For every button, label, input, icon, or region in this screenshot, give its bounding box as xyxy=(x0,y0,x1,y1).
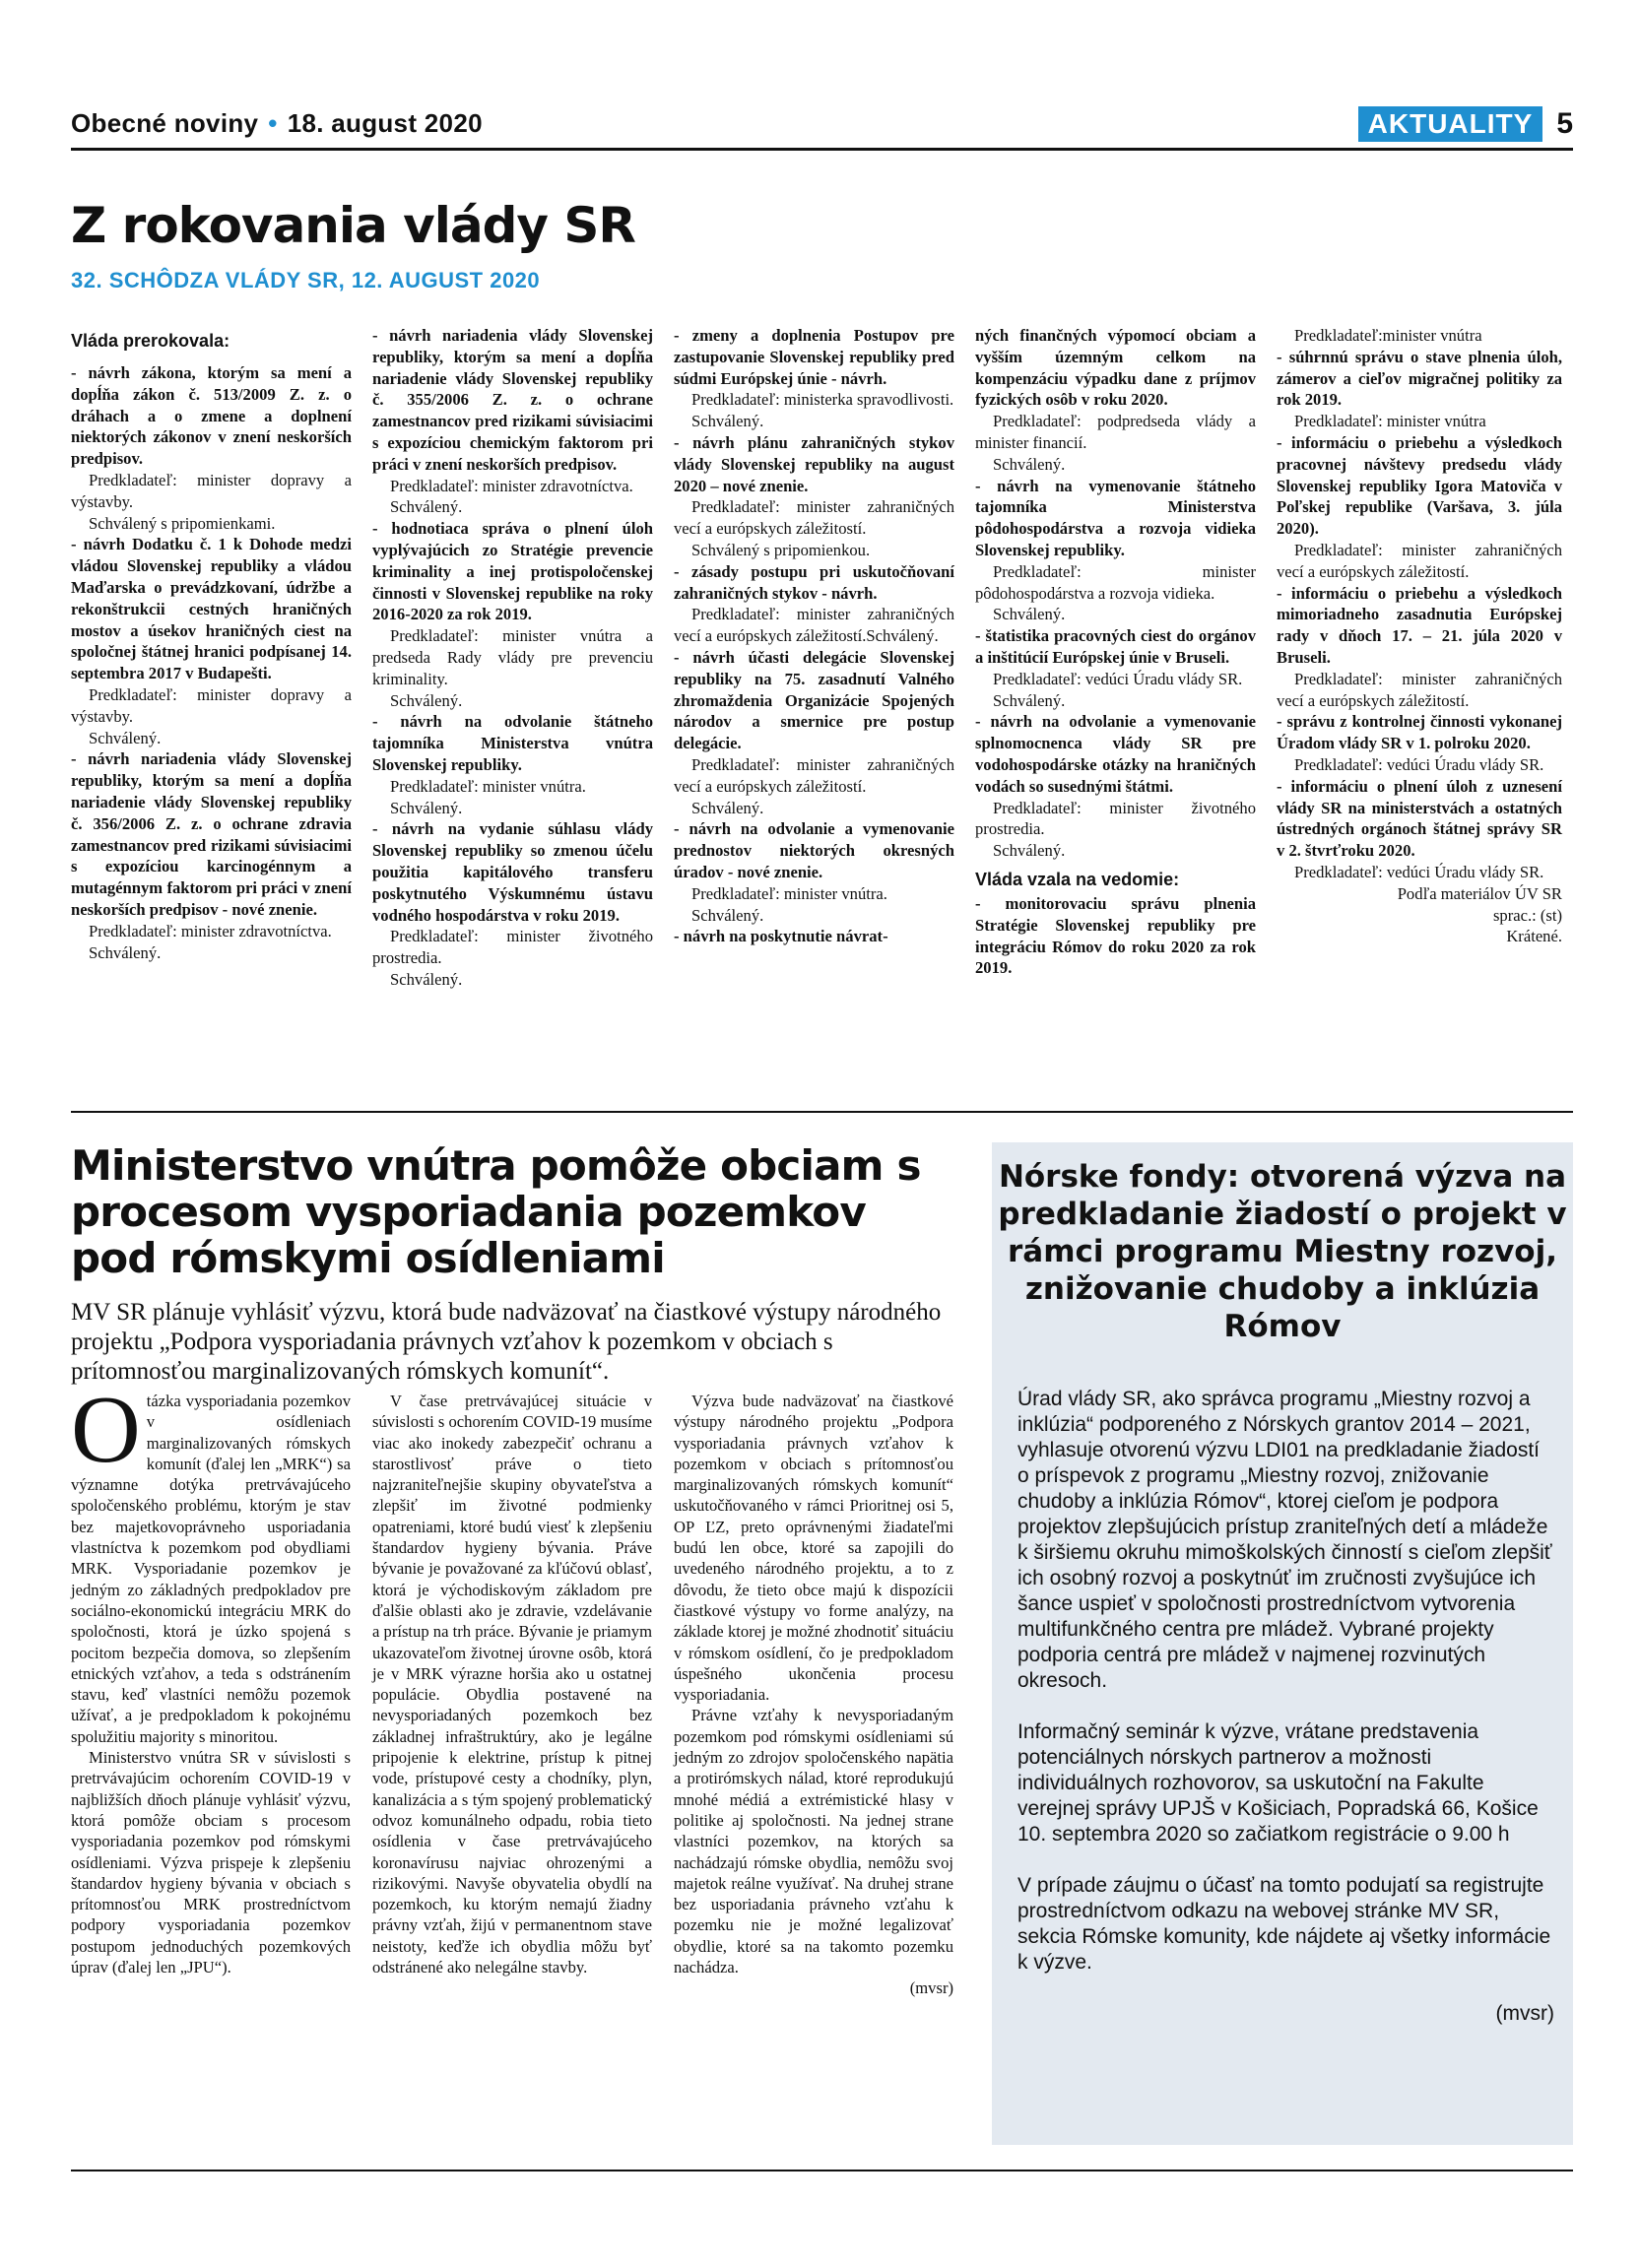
agenda-item: - návrh nariadenia vlády Slovenskej republiky, ktorým sa mení a dopĺňa nariadenie vlády Slovenskej republiky č. 356/2006 Z. z. o ochrane zdravia zamestnancov pred rizikami súvisiacimi s expozíciou karcinogénnym a mutagénnym faktorom pri práci v znení neskorších predpisov - nové znenie. xyxy=(71,749,352,919)
agenda-item: - návrh účasti delegácie Slovenskej republiky na 75. zasadnutí Valného zhromaždenia Organizácie Spojených národov a smernice pre postup delegácie. xyxy=(674,647,954,753)
status: Schválený. xyxy=(390,690,463,710)
article2-column-1 xyxy=(71,1377,351,1977)
article2-title: Ministerstvo vnútra pomôže obciam s procesom vysporiadania pozemkov pod rómskymi osídleniami xyxy=(71,1141,921,1282)
agenda-item: - informáciu o priebehu a výsledkoch pracovnej návštevy predsedu vlády Slovenskej republiky Igora Matoviča v Poľskej republike (Varšava, 3. júla 2020). xyxy=(1277,432,1562,539)
agenda-item: - návrh na vymenovanie štátneho tajomníka Ministerstva pôdohospodárstva a rozvoja vidieka Slovenskej republiky. xyxy=(975,476,1256,559)
abridged-note: Krátené. xyxy=(1506,927,1562,946)
submitter: Predkladateľ: minister zahraničných vecí a európskych záležitostí. xyxy=(1277,540,1562,581)
header-rule xyxy=(71,148,1573,151)
article2-column-2 xyxy=(372,1391,652,1977)
submitter: Predkladateľ: minister vnútra. xyxy=(691,883,887,903)
submitter: Predkladateľ: podpredseda vlády a minister financií. xyxy=(975,412,1256,452)
submitter: Predkladateľ: minister dopravy a výstavby. xyxy=(71,470,352,511)
body-paragraph: V čase pretrvávajúcej situácie v súvislosti s ochorením COVID-19 musíme viac ako inokedy zabezpečiť ochranu a starostlivosť práve o tieto najzraniteľnejšie skupiny obyvateľstva a zlepšiť im životné podmienky opatreniami, ktoré budú viesť k zlepšeniu štandardov hygieny bývania. Práve bývanie je považované za kľúčovú oblasť, ktorá je východiskovým základom pre ďalšie oblasti ako je zdravie, vzdelávanie a prístup na trh práce. Bývanie je priamym ukazovateľom životnej úrovne osôb, ktorá je v MRK výrazne horšia ako u ostatnej populácie. Obydlia postavené na nevysporiadaných pozemkoch bez základnej infraštruktúry, ako je legálne pripojenie k elektrine, prístup k pitnej vode, prístupové cesty a chodníky, plyn, kanalizácia a s tým spojený problematický odvoz komunálneho odpadu, robia tieto osídlenia v čase pretrvávajúceho koronavírusu najviac ohrozenými a rizikovými. Navyše obyvatelia obydlí na pozemkoch, ku ktorým nemajú žiadny právny vzťah, žijú v permanentnom stave neistoty, keďže ich obydlia môžu byť odstránené ako nelegálne stavby. xyxy=(372,1392,652,1977)
sidebar-box xyxy=(992,1142,1573,2145)
submitter: Predkladateľ: minister životného prostredia. xyxy=(975,798,1256,839)
status: Schválený. xyxy=(390,497,463,517)
status: Schválený s pripomienkou. xyxy=(691,540,871,559)
article1-column-2 xyxy=(372,325,653,991)
section-heading: Vláda prerokovala: xyxy=(71,331,230,351)
agenda-item: - zásady postupu pri uskutočňovaní zahraničných stykov - návrh. xyxy=(674,561,954,603)
issue-date: 18. august 2020 xyxy=(287,108,483,138)
agenda-item: ných finančných výpomocí obciam a vyšším územným celkom na kompenzáciu výpadku dane z príjmov fyzických osôb v roku 2020. xyxy=(975,326,1256,410)
status: Schválený. xyxy=(993,690,1066,710)
agenda-item: - návrh na odvolanie a vymenovanie prednostov niektorých okresných úradov - nové znenie. xyxy=(674,819,954,881)
agenda-item: - návrh na vydanie súhlasu vlády Slovenskej republiky so zmenou účelu použitia kapitálového transferu poskytnutého Výskumnému ústavu vodného hospodárstva v roku 2019. xyxy=(372,819,653,925)
status: Schválený. xyxy=(691,798,764,817)
agenda-item: - správu z kontrolnej činnosti vykonanej Úradom vlády SR v 1. polroku 2020. xyxy=(1277,712,1562,753)
submitter: Predkladateľ: ministerka spravodlivosti. xyxy=(691,390,954,410)
sidebar-paragraph: Informačný seminár k výzve, vrátane predstavenia potenciálnych nórskych partnerov a možnosti individuálnych rozhovorov, sa uskutoční na Fakulte verejnej správy UPJŠ v Košiciach, Popradská 66, Košice 10. septembra 2020 so začiatkom registrácie o 9.00 h xyxy=(1017,1720,1539,1846)
article1-column-1 xyxy=(71,325,352,963)
submitter: Predkladateľ: minister zahraničných vecí a európskych záležitostí.Schválený. xyxy=(674,605,954,646)
submitter: Predkladateľ: minister vnútra. xyxy=(390,776,586,796)
article1-title: Z rokovania vlády SR xyxy=(71,197,635,254)
submitter: Predkladateľ: minister vnútra a predseda Rady vlády pre prevenciu kriminality. xyxy=(372,626,653,688)
agenda-item: - návrh na odvolanie štátneho tajomníka Ministerstva vnútra Slovenskej republiky. xyxy=(372,712,653,774)
editor-credit: sprac.: (st) xyxy=(1492,905,1562,925)
article-divider xyxy=(71,1111,1573,1113)
section-tag xyxy=(1358,104,1573,144)
status: Schválený s pripomienkami. xyxy=(89,513,276,533)
article2-column-3 xyxy=(674,1391,953,1999)
submitter: Predkladateľ: minister zahraničných vecí a európskych záležitostí. xyxy=(1277,669,1562,710)
submitter: Predkladateľ: minister dopravy a výstavby. xyxy=(71,684,352,726)
body-paragraph: Ministerstvo vnútra SR v súvislosti s pretrvávajúcim ochorením COVID-19 v najbližších dňoch plánuje vyhlásiť výzvu, ktorá pomôže obciam s procesom vysporiadania pozemkov pod rómskymi osídleniami. Výzva prispeje k zlepšeniu štandardov hygieny bývania v obciach s prítomnosťou MRK prostredníctvom podpory vysporiadania pozemkov postupom jednoduchých pozemkových úprav (ďalej len „JPU“). xyxy=(71,1748,351,1977)
submitter: Predkladateľ: minister životného prostredia. xyxy=(372,927,653,968)
article1-column-5 xyxy=(1277,325,1562,947)
submitter: Predkladateľ: vedúci Úradu vlády SR. xyxy=(1294,862,1544,881)
body-paragraph: tázka vysporiadania pozemkov v osídleniach marginalizovaných rómskych komunít (ďalej len „MRK“) sa významne dotýka pretrvávajúceho spoločenského problému, ktorým je stav bez majetkovoprávneho usporiadania vlastníctva k pozemkom pod obydliami MRK. Vysporiadanie pozemkov je jedným zo základných predpokladov pre sociálno-ekonomickú integráciu MRK do spoločnosti, ktorá je úzko spojená s pocitom bezpečia domova, so zlepšením etnických vzťahov, a teda s odstránením stavu, keď vlastníci nemôžu pozemok užívať, a je predpokladom k pokojnému spolužitiu majority s minoritou. xyxy=(71,1392,351,1746)
agenda-item: - informáciu o priebehu a výsledkoch mimoriadneho zasadnutia Európskej rady v dňoch 17. – 21. júla 2020 v Bruseli. xyxy=(1277,583,1562,667)
sidebar-title: Nórske fondy: otvorená výzva na predkladanie žiadostí o projekt v rámci programu Miestny rozvoj, znižovanie chudoby a inklúzia Rómov xyxy=(998,1159,1567,1344)
section-heading: Vláda vzala na vedomie: xyxy=(975,869,1180,889)
status: Schválený. xyxy=(390,969,463,989)
submitter: Predkladateľ: minister zahraničných vecí a európskych záležitostí. xyxy=(674,754,954,796)
article1-column-3 xyxy=(674,325,954,947)
sidebar-paragraph: V prípade záujmu o účasť na tomto podujatí sa registrujte prostredníctvom odkazu na webovej stránke MV SR, sekcia Rómske komunity, kde nájdete aj všetky informácie k výzve. xyxy=(1017,1874,1551,1974)
submitter: Predkladateľ: minister pôdohospodárstva a rozvoja vidieka. xyxy=(975,561,1256,603)
status: Schválený. xyxy=(89,942,162,962)
status: Schválený. xyxy=(390,798,463,817)
submitter: Predkladateľ: vedúci Úradu vlády SR. xyxy=(993,669,1243,688)
body-paragraph: Právne vzťahy k nevysporiadaným pozemkom pod rómskymi osídleniami sú jedným zo zdrojov spoločenského napätia a protirómskych nálad, ktoré reprodukujú mnohé médiá a extrémistické hlasy v politike aj spoločnosti. Na jednej strane vlastníci pozemkov, na ktorých sa nachádzajú rómske obydlia, nemôžu svoj majetok reálne využívať. Na druhej strane bez usporiadania právneho vzťahu k pozemku nie je možné legalizovať obydlie, ktoré sa na takomto pozemku nachádza. xyxy=(674,1706,953,1977)
submitter: Predkladateľ: minister vnútra xyxy=(1294,412,1486,431)
source-credit: Podľa materiálov ÚV SR xyxy=(1397,883,1562,903)
submitter: Predkladateľ:minister vnútra xyxy=(1294,326,1482,345)
author-signature: (mvsr) xyxy=(909,1978,953,1998)
submitter: Predkladateľ: minister zdravotníctva. xyxy=(89,921,332,940)
sidebar-body xyxy=(1017,1387,1554,2052)
status: Schválený. xyxy=(89,728,162,747)
agenda-item: - návrh Dodatku č. 1 k Dohode medzi vládou Slovenskej republiky a vládou Maďarska o prevádzkovaní, údržbe a rekonštrukcii cestných hraničných mostov a úsekov hraničných ciest na spoločnej štátnej hranici podpísanej 14. septembra 2017 v Budapešti. xyxy=(71,535,352,683)
article1-column-4 xyxy=(975,325,1256,979)
agenda-item: - súhrnnú správu o stave plnenia úloh, zámerov a cieľov migračnej politiky za rok 2019. xyxy=(1277,347,1562,410)
agenda-item: - návrh na poskytnutie návrat- xyxy=(674,927,888,946)
footer-rule xyxy=(71,2170,1573,2171)
submitter: Predkladateľ: minister zahraničných vecí a európskych záležitostí. xyxy=(674,497,954,539)
masthead xyxy=(71,108,483,139)
agenda-item: - štatistika pracovných ciest do orgánov a inštitúcií Európskej únie v Bruseli. xyxy=(975,626,1256,667)
agenda-item: - návrh plánu zahraničných stykov vlády Slovenskej republiky na august 2020 – nové znenie. xyxy=(674,432,954,495)
page-number: 5 xyxy=(1556,107,1573,140)
drop-cap: O xyxy=(71,1377,141,1483)
sidebar-paragraph: Úrad vlády SR, ako správca programu „Miestny rozvoj a inklúzia“ podporeného z Nórskych grantov 2014 – 2021, vyhlasuje otvorenú výzvu LDI01 na predkladanie žiadostí o príspevok z programu „Miestny rozvoj, znižovanie chudoby a inklúzia Rómov“, ktorej cieľom je podpora projektov zlepšujúcich prístup zraniteľných detí a mládeže k širšiemu okruhu mimoškolských činností s cieľom zlepšiť ich osobný rozvoj a poskytnúť im zručnosti zvyšujúce ich šance uspieť v spoločnosti prostredníctvom vytvorenia multifunkčného centra pre mládež. Vybrané projekty podporia centrá pre mládež v najmenej rozvinutých okresoch. xyxy=(1017,1388,1552,1692)
status: Schválený. xyxy=(691,412,764,431)
status: Schválený. xyxy=(993,454,1066,474)
agenda-item: - monitorovaciu správu plnenia Stratégie Slovenskej republiky pre integráciu Rómov do roku 2020 za rok 2019. xyxy=(975,893,1256,978)
agenda-item: - návrh nariadenia vlády Slovenskej republiky, ktorým sa mení a dopĺňa nariadenie vlády Slovenskej republiky č. 355/2006 Z. z. o ochrane zamestnancov pred rizikami súvisiacimi s expozíciou chemickým faktorom pri práci v znení neskorších predpisov. xyxy=(372,326,653,474)
paper-name: Obecné noviny xyxy=(71,108,259,138)
status: Schválený. xyxy=(691,905,764,925)
article1-subtitle: 32. SCHÔDZA VLÁDY SR, 12. AUGUST 2020 xyxy=(71,268,541,292)
section-label: AKTUALITY xyxy=(1358,106,1543,142)
submitter: Predkladateľ: minister zdravotníctva. xyxy=(390,476,633,495)
sidebar-signature: (mvsr) xyxy=(1495,2002,1554,2025)
agenda-item: - zmeny a doplnenia Postupov pre zastupovanie Slovenskej republiky pred súdmi Európskej únie - návrh. xyxy=(674,326,954,388)
agenda-item: - návrh na odvolanie a vymenovanie splnomocnenca vlády SR pre vodohospodárske otázky na hraničných vodách so susednými štátmi. xyxy=(975,712,1256,796)
status: Schválený. xyxy=(993,841,1066,861)
status: Schválený. xyxy=(993,605,1066,624)
agenda-item: - informáciu o plnení úloh z uznesení vlády SR na ministerstvách a ostatných ústredných orgánoch štátnej správy SR v 2. štvrťroku 2020. xyxy=(1277,776,1562,861)
submitter: Predkladateľ: vedúci Úradu vlády SR. xyxy=(1294,754,1544,774)
agenda-item: - návrh zákona, ktorým sa mení a dopĺňa zákon č. 513/2009 Z. z. o dráhach a o zmene a doplnení niektorých zákonov v znení neskorších predpisov. xyxy=(71,363,352,469)
separator-dot: • xyxy=(268,108,278,138)
agenda-item: - hodnotiaca správa o plnení úloh vyplývajúcich zo Stratégie prevencie kriminality a inej protispoločenskej činnosti v Slovenskej republike na roky 2016-2020 za rok 2019. xyxy=(372,519,653,624)
article2-lead: MV SR plánuje vyhlásiť výzvu, ktorá bude nadväzovať na čiastkové výstupy národného projektu „Podpora vysporiadania právnych vzťahov k pozemkom v obciach s prítomnosťou marginalizovaných rómskych komunít“. xyxy=(71,1299,942,1385)
page-header xyxy=(71,106,1573,150)
body-paragraph: Výzva bude nadväzovať na čiastkové výstupy národného projektu „Podpora vysporiadania právnych vzťahov k pozemkom v obciach s prítomnosťou marginalizovaných rómskych komunít“ uskutočňovaného v rámci Prioritnej osi 5, OP ĽZ, preto oprávnenými žiadateľmi budú len obce, ktoré sa zapojili do uvedeného národného projektu, a to z dôvodu, že tieto obce majú k dispozícii čiastkové výstupy vo forme analýzy, na základe ktorej je možné zhodnotiť situáciu v rómskom osídlení, čo je predpokladom úspešného ukončenia procesu vysporiadania. xyxy=(674,1392,953,1705)
